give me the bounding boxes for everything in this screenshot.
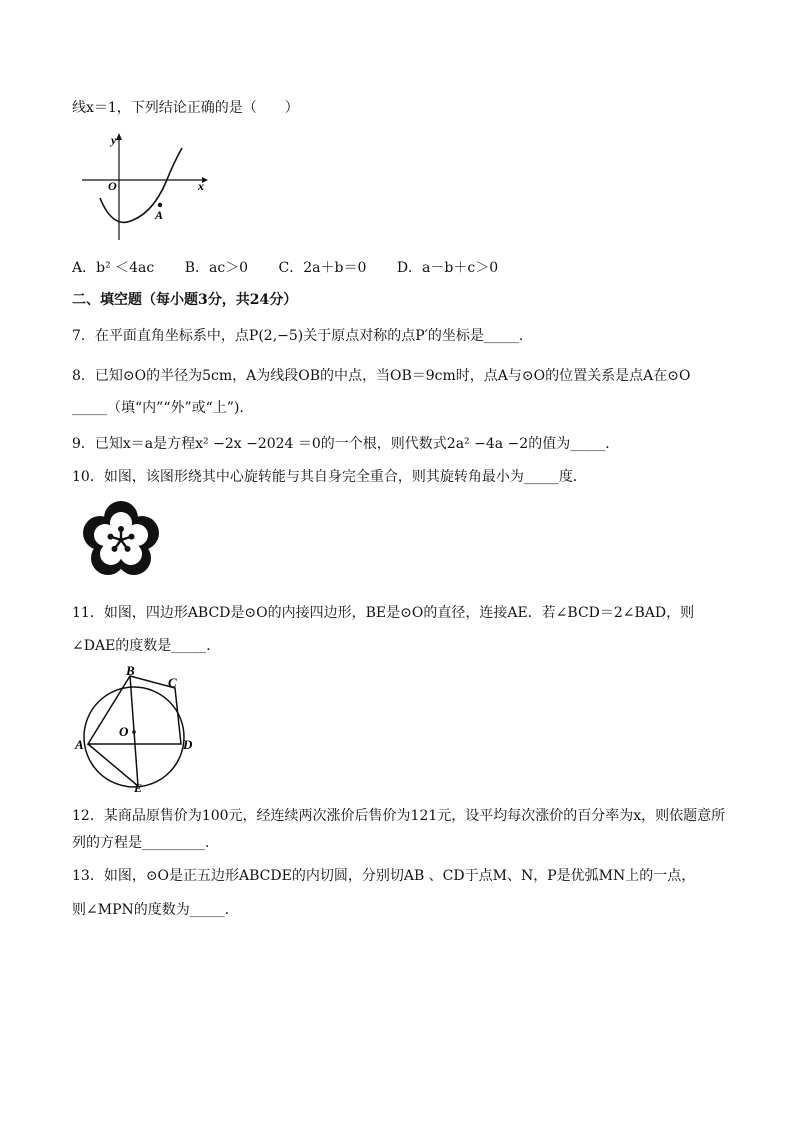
section-heading: 二、填空题（每小题3分，共24分） bbox=[72, 292, 298, 308]
label-d: D bbox=[183, 737, 193, 752]
question-8-line2: _____（填“内”“外”或“上”)． bbox=[72, 400, 254, 416]
segment-ae bbox=[88, 744, 138, 786]
question-13-line2: 则∠MPN的度数为_____． bbox=[72, 902, 239, 918]
y-label: y bbox=[111, 133, 117, 147]
question-12-line2: 列的方程是_________． bbox=[72, 835, 219, 851]
label-e: E bbox=[134, 781, 143, 794]
question-12-line1: 12．某商品原售价为100元，经连续两次涨价后售价为121元，设平均每次涨价的百分率为x，则依题意所 bbox=[72, 808, 726, 824]
option-a: A．b² ＜4ac bbox=[72, 260, 155, 276]
question-11-line1: 11．如图，四边形ABCD是⊙O的内接四边形，BE是⊙O的直径，连接AE．若∠BCD＝2∠BAD，则 bbox=[72, 605, 695, 621]
y-axis-arrow-icon bbox=[116, 133, 122, 140]
question-13-line1: 13．如图，⊙O是正五边形ABCDE的内切圆，分别切AB 、CD于点M、N，P是优弧MN上的一点， bbox=[72, 868, 696, 884]
x-label: x bbox=[198, 179, 204, 193]
label-b: B bbox=[126, 664, 135, 678]
point-a bbox=[158, 203, 162, 207]
question-8-line1: 8．已知⊙O的半径为5cm，A为线段OB的中点，当OB＝9cm时，点A与⊙O的位置关系是点A在⊙O bbox=[72, 368, 691, 384]
parabola-figure bbox=[78, 130, 213, 242]
option-d: D．a－b＋c＞0 bbox=[396, 260, 499, 276]
q6-stem: 线x＝1，下列结论正确的是（ ） bbox=[72, 100, 299, 116]
question-7: 7．在平面直角坐标系中，点P(2,−5)关于原点对称的点P′的坐标是_____． bbox=[72, 328, 533, 344]
label-c: C bbox=[168, 675, 177, 690]
plum-blossom-figure bbox=[76, 500, 166, 580]
center-o-dot bbox=[132, 730, 136, 734]
question-10: 10．如图，该图形绕其中心旋转能与其自身完全重合，则其旋转角最小为_____度． bbox=[72, 469, 587, 485]
question-9: 9．已知x＝a是方程x² −2x −2024 ＝0的一个根，则代数式2a² −4a −2的值为_____． bbox=[72, 436, 620, 452]
label-a: A bbox=[75, 737, 84, 752]
origin-label: O bbox=[108, 179, 117, 193]
label-o: O bbox=[119, 724, 129, 739]
q6-options bbox=[72, 258, 524, 278]
question-11-line2: ∠DAE的度数是_____． bbox=[72, 638, 221, 654]
option-c: C．2a＋b＝0 bbox=[278, 260, 367, 276]
option-b: B．ac＞0 bbox=[184, 260, 249, 276]
point-a-label: A bbox=[155, 208, 164, 222]
circle-quadrilateral-figure bbox=[72, 664, 202, 794]
